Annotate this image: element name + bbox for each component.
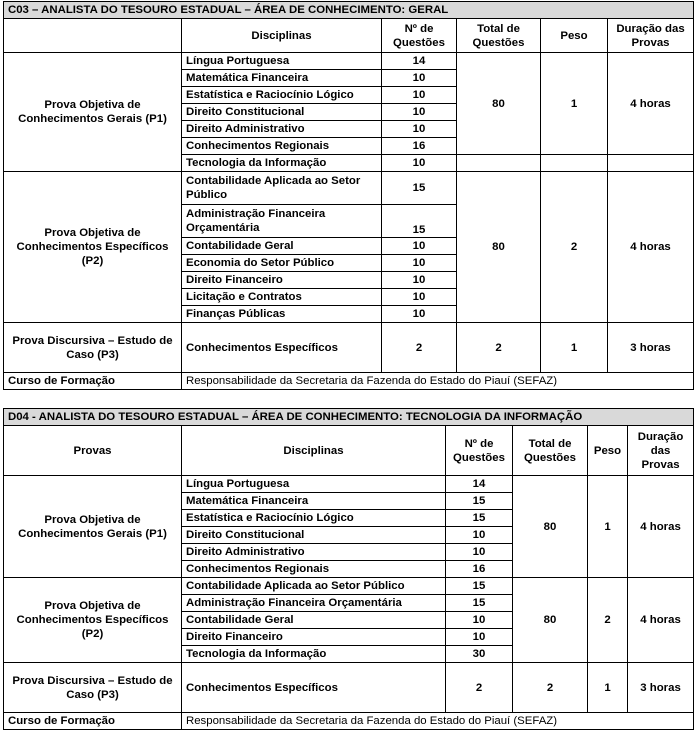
header-provas [4, 19, 182, 53]
table-row [4, 663, 694, 713]
table-title: D04 - ANALISTA DO TESOURO ESTADUAL – ÁREA DE CONHECIMENTO: TECNOLOGIA DA INFORMAÇÃO [4, 409, 694, 426]
header-total-questoes: Total de Questões [457, 19, 541, 53]
duracao-cell: 4 horas [608, 172, 694, 323]
header-num-questoes: Nº de Questões [382, 19, 457, 53]
questoes-cell: 10 [382, 272, 457, 289]
questoes-cell: 2 [446, 663, 513, 713]
disciplina-cell: Finanças Públicas [182, 306, 382, 323]
disciplina-cell: Língua Portuguesa [182, 53, 382, 70]
disciplina-cell: Economia do Setor Público [182, 255, 382, 272]
questoes-cell: 15 [382, 205, 457, 238]
disciplina-cell: Língua Portuguesa [182, 476, 446, 493]
header-duracao: Duração das Provas [628, 426, 694, 476]
disciplina-cell: Conhecimentos Específicos [182, 323, 382, 373]
disciplina-cell: Matemática Financeira [182, 493, 446, 510]
table-c03 [3, 1, 694, 390]
empty-cell [541, 155, 608, 172]
disciplina-cell: Matemática Financeira [182, 70, 382, 87]
questoes-cell: 10 [446, 544, 513, 561]
curso-label: Curso de Formação [4, 713, 182, 730]
questoes-cell: 10 [382, 87, 457, 104]
questoes-cell: 10 [382, 70, 457, 87]
total-cell: 80 [513, 476, 588, 578]
table-d04 [3, 408, 694, 730]
curso-row [4, 373, 694, 390]
header-disciplinas: Disciplinas [182, 19, 382, 53]
duracao-cell: 3 horas [608, 323, 694, 373]
prova-p3-label: Prova Discursiva – Estudo de Caso (P3) [4, 663, 182, 713]
questoes-cell: 10 [382, 155, 457, 172]
peso-cell: 1 [588, 663, 628, 713]
questoes-cell: 10 [382, 238, 457, 255]
prova-p1-label: Prova Objetiva de Conhecimentos Gerais (P1) [4, 476, 182, 578]
questoes-cell: 10 [382, 121, 457, 138]
prova-p1-label: Prova Objetiva de Conhecimentos Gerais (P1) [4, 53, 182, 172]
disciplina-cell: Estatística e Raciocínio Lógico [182, 87, 382, 104]
empty-cell [457, 155, 541, 172]
header-peso: Peso [541, 19, 608, 53]
disciplina-cell: Tecnologia da Informação [182, 646, 446, 663]
peso-cell: 1 [541, 323, 608, 373]
total-cell: 2 [513, 663, 588, 713]
prova-p2-label: Prova Objetiva de Conhecimentos Específicos (P2) [4, 578, 182, 663]
disciplina-cell: Direito Financeiro [182, 272, 382, 289]
total-cell: 2 [457, 323, 541, 373]
table-title-row [4, 409, 694, 426]
curso-row [4, 713, 694, 730]
questoes-cell: 30 [446, 646, 513, 663]
header-row [4, 19, 694, 53]
curso-text: Responsabilidade da Secretaria da Fazenda do Estado do Piauí (SEFAZ) [182, 713, 694, 730]
table-row [4, 323, 694, 373]
questoes-cell: 10 [382, 289, 457, 306]
disciplina-cell: Conhecimentos Regionais [182, 138, 382, 155]
disciplina-cell: Direito Financeiro [182, 629, 446, 646]
disciplina-cell: Licitação e Contratos [182, 289, 382, 306]
questoes-cell: 14 [446, 476, 513, 493]
duracao-cell: 4 horas [628, 578, 694, 663]
table-title-row [4, 2, 694, 19]
prova-p2-label: Prova Objetiva de Conhecimentos Específicos (P2) [4, 172, 182, 323]
table-row [4, 578, 694, 595]
curso-text: Responsabilidade da Secretaria da Fazenda do Estado do Piauí (SEFAZ) [182, 373, 694, 390]
table-row [4, 476, 694, 493]
disciplina-cell: Direito Constitucional [182, 104, 382, 121]
disciplina-cell: Contabilidade Aplicada ao Setor Público [182, 172, 382, 205]
disciplina-cell: Estatística e Raciocínio Lógico [182, 510, 446, 527]
disciplina-cell: Contabilidade Aplicada ao Setor Público [182, 578, 446, 595]
disciplina-cell: Direito Constitucional [182, 527, 446, 544]
questoes-cell: 10 [382, 306, 457, 323]
disciplina-cell: Conhecimentos Específicos [182, 663, 446, 713]
disciplina-cell: Direito Administrativo [182, 544, 446, 561]
peso-cell: 1 [588, 476, 628, 578]
disciplina-cell: Contabilidade Geral [182, 238, 382, 255]
duracao-cell: 4 horas [628, 476, 694, 578]
table-title: C03 – ANALISTA DO TESOURO ESTADUAL – ÁREA DE CONHECIMENTO: GERAL [4, 2, 694, 19]
total-cell: 80 [457, 53, 541, 155]
questoes-cell: 15 [382, 172, 457, 205]
questoes-cell: 10 [382, 255, 457, 272]
header-row [4, 426, 694, 476]
header-total-questoes: Total de Questões [513, 426, 588, 476]
questoes-cell: 10 [446, 612, 513, 629]
empty-cell [608, 155, 694, 172]
disciplina-cell: Administração Financeira Orçamentária [182, 595, 446, 612]
duracao-cell: 4 horas [608, 53, 694, 155]
header-num-questoes: Nº de Questões [446, 426, 513, 476]
total-cell: 80 [513, 578, 588, 663]
questoes-cell: 2 [382, 323, 457, 373]
disciplina-cell: Contabilidade Geral [182, 612, 446, 629]
header-duracao: Duração das Provas [608, 19, 694, 53]
questoes-cell: 15 [446, 578, 513, 595]
peso-cell: 1 [541, 53, 608, 155]
peso-cell: 2 [541, 172, 608, 323]
disciplina-cell: Conhecimentos Regionais [182, 561, 446, 578]
questoes-cell: 14 [382, 53, 457, 70]
disciplina-cell: Direito Administrativo [182, 121, 382, 138]
prova-p3-label: Prova Discursiva – Estudo de Caso (P3) [4, 323, 182, 373]
questoes-cell: 10 [446, 629, 513, 646]
curso-label: Curso de Formação [4, 373, 182, 390]
questoes-cell: 16 [382, 138, 457, 155]
disciplina-cell: Tecnologia da Informação [182, 155, 382, 172]
total-cell: 80 [457, 172, 541, 323]
questoes-cell: 15 [446, 595, 513, 612]
table-row [4, 172, 694, 205]
questoes-cell: 15 [446, 510, 513, 527]
disciplina-cell: Administração Financeira Orçamentária [182, 205, 382, 238]
header-peso: Peso [588, 426, 628, 476]
table-row [4, 53, 694, 70]
questoes-cell: 10 [446, 527, 513, 544]
peso-cell: 2 [588, 578, 628, 663]
questoes-cell: 16 [446, 561, 513, 578]
questoes-cell: 10 [382, 104, 457, 121]
questoes-cell: 15 [446, 493, 513, 510]
header-provas: Provas [4, 426, 182, 476]
header-disciplinas: Disciplinas [182, 426, 446, 476]
duracao-cell: 3 horas [628, 663, 694, 713]
